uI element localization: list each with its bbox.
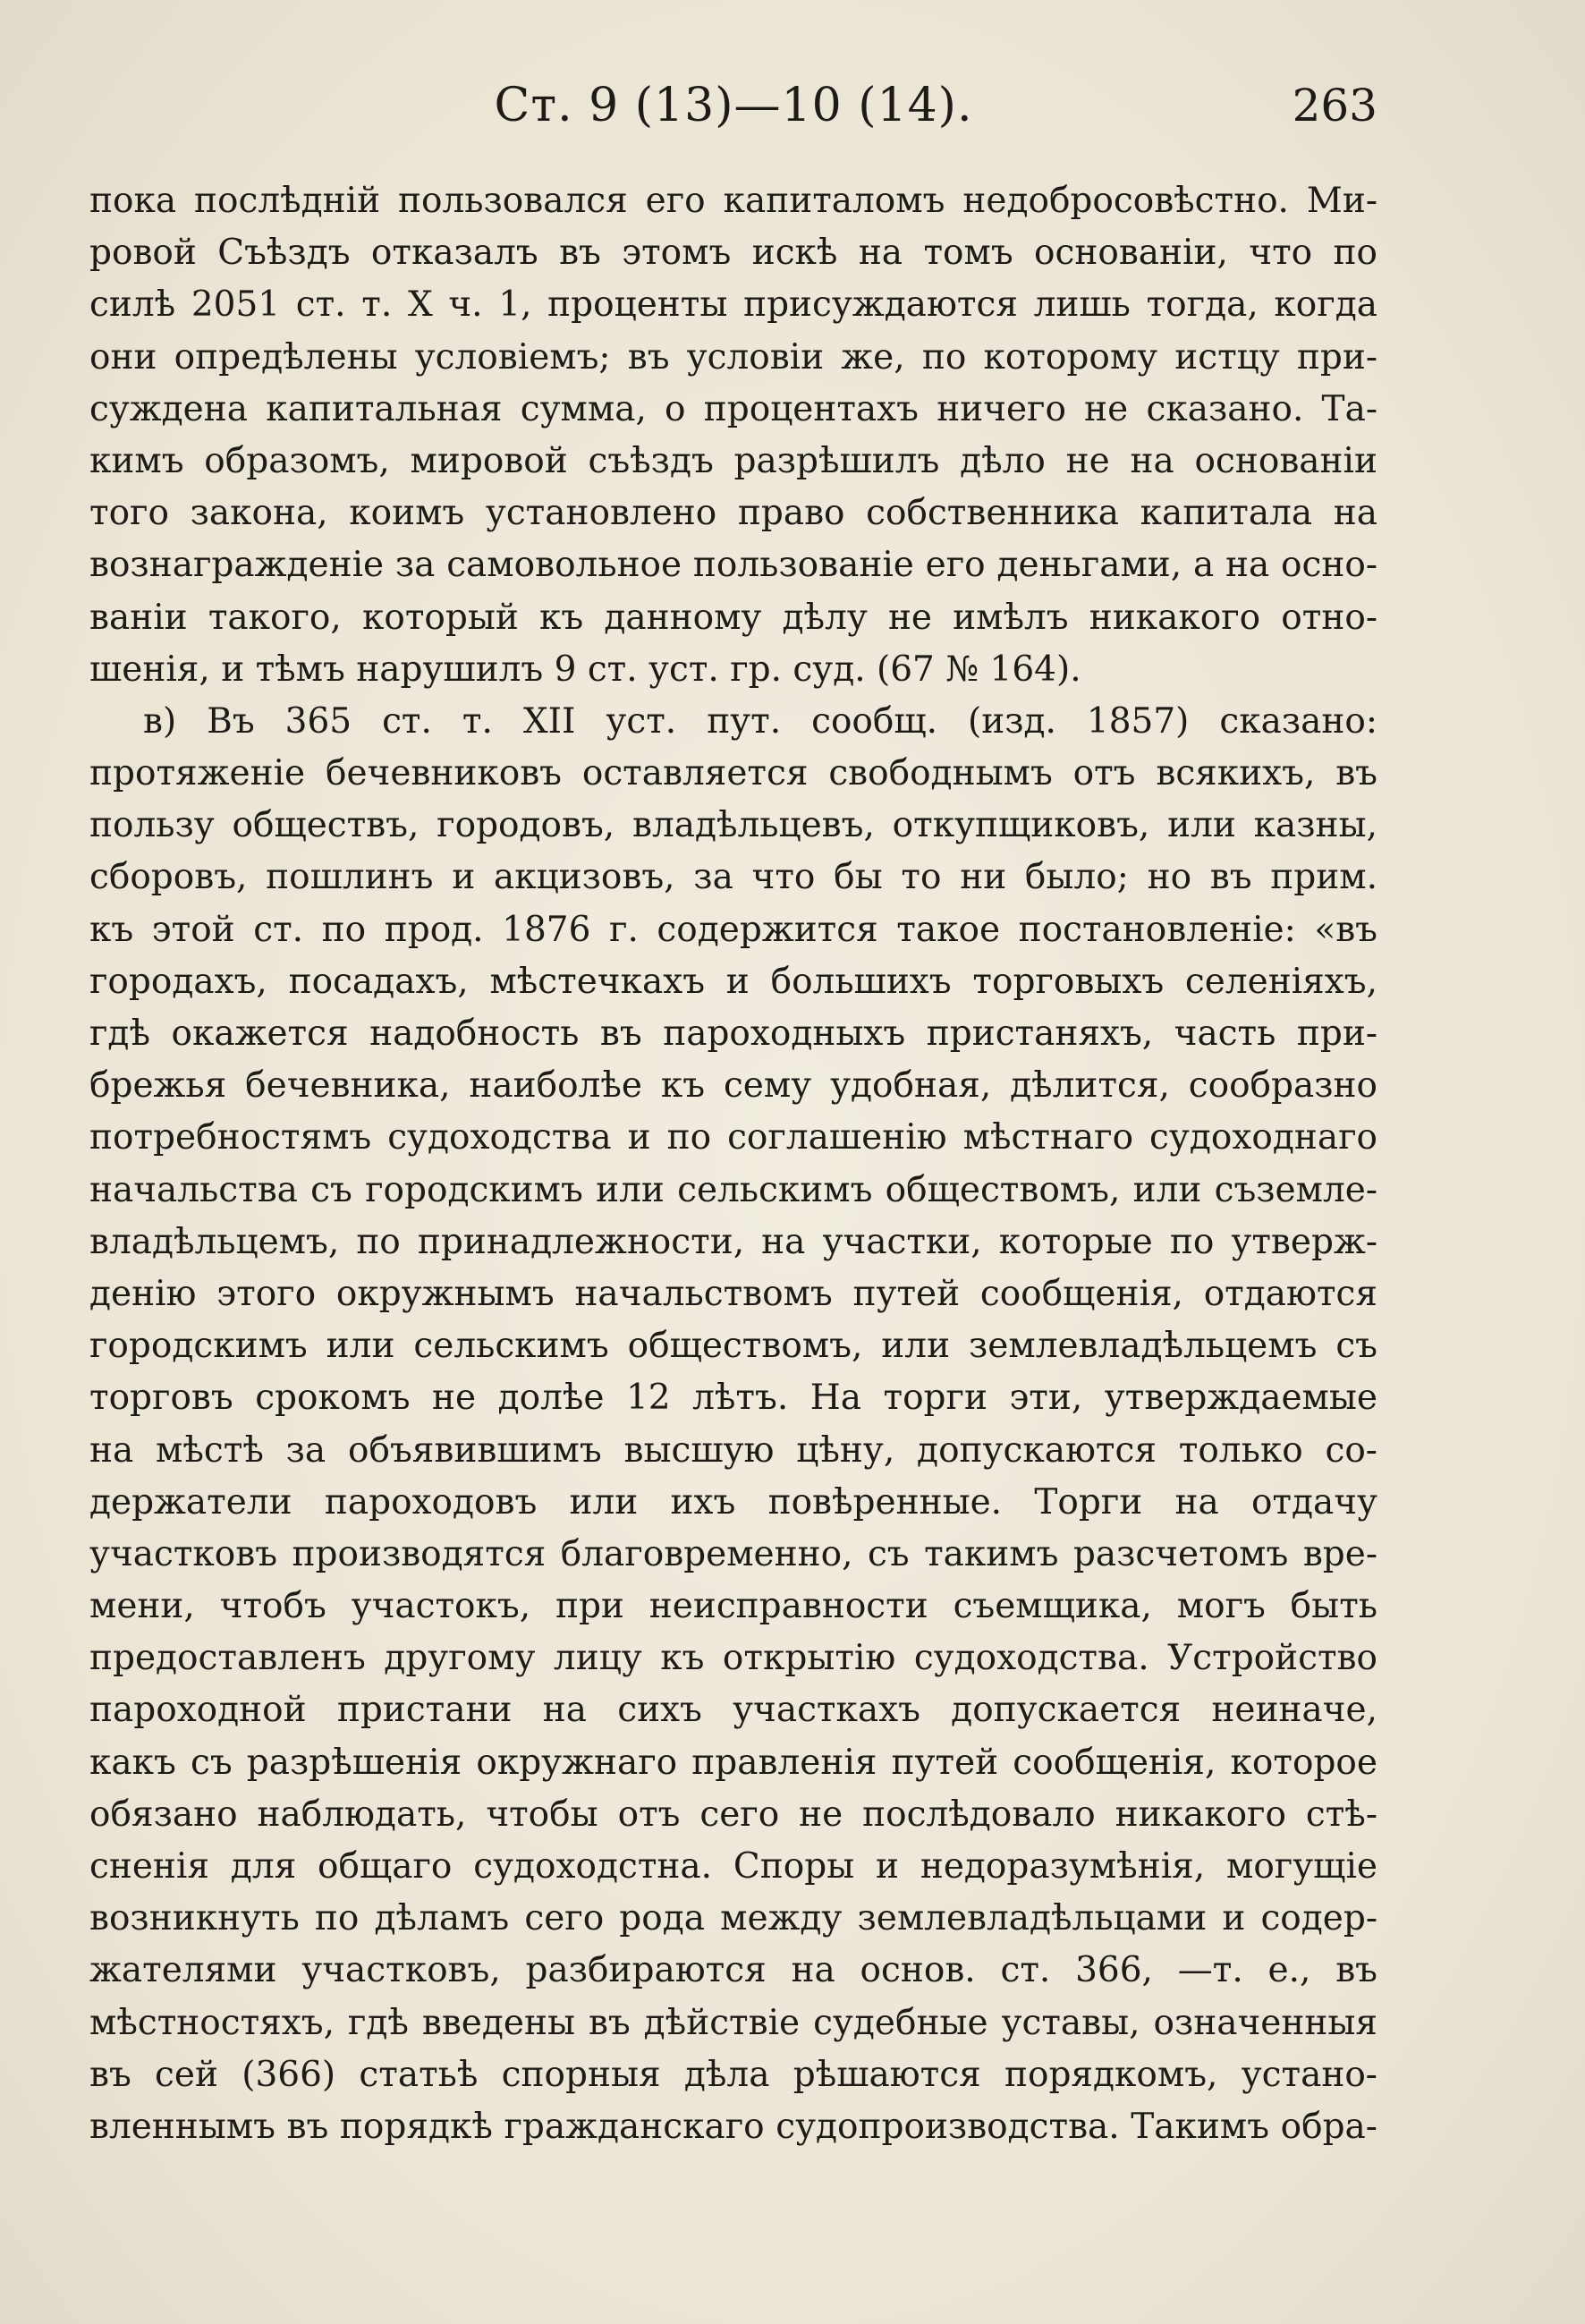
text-line: сборовъ, пошлинъ и акцизовъ, за что бы то ни было; но въ прим.: [89, 857, 1377, 898]
text-line: городахъ, посадахъ, мѣстечкахъ и большихъ торговыхъ селенiяхъ,: [89, 961, 1377, 1002]
text-line: суждена капитальная сумма, о процентахъ ничего не сказано. Та-: [89, 388, 1377, 429]
text-line: того закона, коимъ установлено право собственника капитала на: [89, 493, 1377, 534]
text-line: держатели пароходовъ или ихъ повѣренные. Торги на отдачу: [89, 1481, 1377, 1522]
text-line: предоставленъ другому лицу къ открытiю судоходства. Устройство: [89, 1638, 1377, 1679]
text-line: кимъ образомъ, мировой съѣздъ разрѣшилъ дѣло не на основанiи: [89, 440, 1377, 481]
text-line: шенiя, и тѣмъ нарушилъ 9 ст. уст. гр. суд. (67 № 164).: [89, 649, 1081, 690]
text-line: мени, чтобъ участокъ, при неисправности съемщика, могъ быть: [89, 1586, 1377, 1627]
text-line: торговъ срокомъ не долѣе 12 лѣтъ. На торги эти, утверждаемые: [89, 1378, 1377, 1419]
text-line: в) Въ 365 ст. т. XII уст. пут. сообщ. (изд. 1857) сказано:: [143, 700, 1377, 742]
text-line: они опредѣлены условiемъ; въ условiи же, по которому истцу при-: [89, 336, 1377, 377]
text-line: ванiи такого, который къ данному дѣлу не имѣлъ никакого отно-: [89, 597, 1377, 638]
text-line: денiю этого окружнымъ начальствомъ путей сообщенiя, отдаются: [89, 1273, 1377, 1314]
text-line: гдѣ окажется надобность въ пароходныхъ пристаняхъ, часть при-: [89, 1014, 1377, 1054]
text-line: ровой Съѣздъ отказалъ въ этомъ искѣ на томъ основанiи, что по: [89, 233, 1377, 274]
text-line: протяженiе бечевниковъ оставляется свободнымъ отъ всякихъ, въ: [89, 753, 1377, 794]
text-line: пользу обществъ, городовъ, владѣльцевъ, откупщиковъ, или казны,: [89, 805, 1377, 846]
text-line: городскимъ или сельскимъ обществомъ, или землевладѣльцемъ съ: [89, 1326, 1377, 1367]
text-line: сненiя для общаго судоходстна. Споры и недоразумѣнiя, могущiе: [89, 1846, 1377, 1887]
text-line: вленнымъ въ порядкѣ гражданскаго судопроизводства. Такимъ обра-: [89, 2106, 1377, 2147]
text-line: какъ съ разрѣшенiя окружнаго правленiя путей сообщенiя, которое: [89, 1742, 1377, 1783]
text-line: пока послѣднiй пользовался его капиталомъ недобросовѣстно. Ми-: [89, 181, 1377, 221]
text-line: къ этой ст. по прод. 1876 г. содержится такое постановленiе: «въ: [89, 909, 1377, 950]
text-line: участковъ производятся благовременно, съ такимъ разсчетомъ вре-: [89, 1533, 1377, 1574]
page-header: [89, 70, 1377, 141]
text-line: возникнуть по дѣламъ сего рода между землевладѣльцами и содер-: [89, 1898, 1377, 1939]
text-line: начальства съ городскимъ или сельскимъ обществомъ, или съземле-: [89, 1169, 1377, 1210]
text-line: мѣстностяхъ, гдѣ введены въ дѣйствiе судебные уставы, означенныя: [89, 2002, 1377, 2043]
text-line: вознагражденiе за самовольное пользованiе его деньгами, а на осно-: [89, 545, 1377, 586]
text-line: потребностямъ судоходства и по соглашенiю мѣстнаго судоходнаго: [89, 1117, 1377, 1158]
page-number: 263: [1292, 80, 1377, 131]
text-line: силѣ 2051 ст. т. X ч. 1, проценты присуждаются лишь тогда, когда: [89, 284, 1377, 326]
text-line: пароходной пристани на сихъ участкахъ допускается неиначе,: [89, 1690, 1377, 1731]
text-line: въ сей (366) статьѣ спорныя дѣла рѣшаются порядкомъ, устано-: [89, 2054, 1377, 2095]
running-title: Ст. 9 (13)—10 (14).: [494, 79, 973, 132]
text-line: жателями участковъ, разбираются на основ. ст. 366, —т. е., въ: [89, 1950, 1377, 1991]
text-line: брежья бечевника, наиболѣе къ сему удобная, дѣлится, сообразно: [89, 1065, 1377, 1107]
body-text: [89, 175, 1377, 2153]
text-line: владѣльцемъ, по принадлежности, на участки, которые по утверж-: [89, 1221, 1377, 1262]
text-line: на мѣстѣ за объявившимъ высшую цѣну, допускаются только со-: [89, 1429, 1377, 1471]
text-line: обязано наблюдать, чтобы отъ сего не послѣдовало никакого стѣ-: [89, 1794, 1377, 1835]
